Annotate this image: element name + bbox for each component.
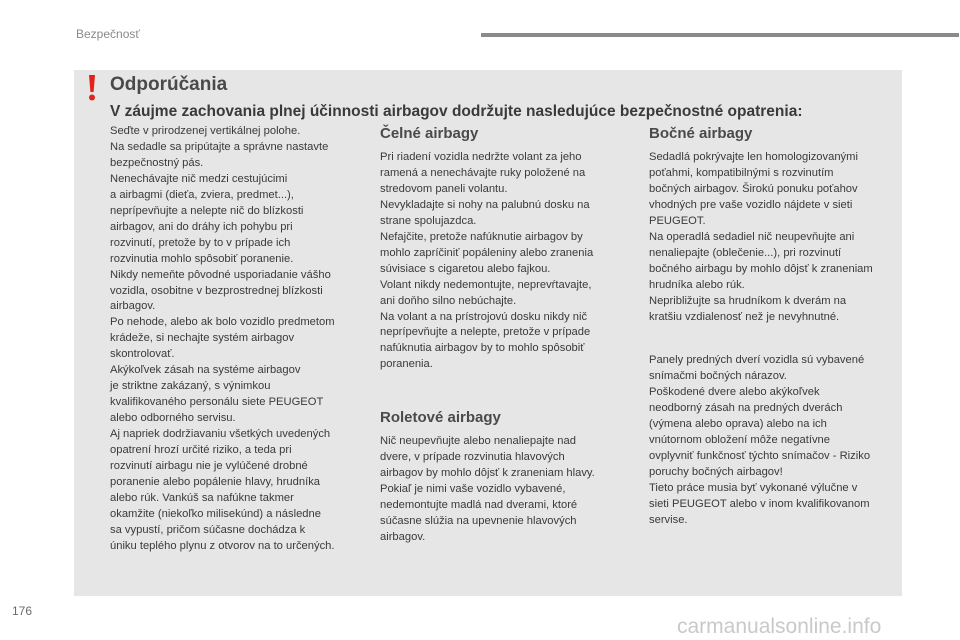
side-airbags-section	[649, 124, 899, 325]
exclamation-icon	[85, 74, 99, 102]
side-airbags-text: Sedadlá pokrývajte len homologizovanými poťahmi, kompatibilnými s rozvinutím bočných airbagov. Širokú ponuku poťahov vhodných pre vaše vozidlo nájdete v sieti PEUGEOT. Na operadlá sedadiel nič neupevňujte ani nenaliepajte (oblečenie...), pri rozvinutí bočného airbagu by mohlo dôjsť k zraneniam hrudníka alebo rúk. Nepribližujte sa hrudníkom k dverám na kratšiu vzdialenosť než je nevyhnutné.	[649, 151, 873, 323]
general-text: Seďte v prirodzenej vertikálnej polohe. Na sedadle sa pripútajte a správne nastavte bezpečnostný pás. Nenechávajte nič medzi cestujúcimi a airbagmi (dieťa, zviera, predmet...), neprípevňujte a nelepte nič do blízkosti airbagov, ani do dráhy ich pohybu pri rozvinutí, pretože by to v prípade ich rozvinutia mohlo spôsobiť poranenie. Nikdy nemeňte pôvodné usporiadanie vášho vozidla, osobitne v bezprostrednej blízkosti airbagov. Po nehode, alebo ak bolo vozidlo predmetom krádeže, si nechajte systém airbagov skontrolovať. Akýkoľvek zásah na systéme airbagov je striktne zakázaný, s výnimkou kvalifikovaného personálu siete PEUGEOT alebo odborného servisu. Aj napriek dodržiavaniu všetkých uvedených opatrení hrozí určité riziko, a teda pri rozvinutí airbagu nie je vylúčené drobné poranenie alebo popálenie hlavy, hrudníka alebo rúk. Vankúš sa nafúkne takmer okamžite (niekoľko milisekúnd) a následne sa vypustí, pričom súčasne dochádza k úniku teplého plynu z otvorov na to určených.	[110, 125, 335, 552]
curtain-airbags-heading: Roletové airbagy	[380, 409, 501, 426]
page-number: 176	[12, 604, 33, 618]
frontal-airbags-section	[380, 124, 642, 373]
section-title: Bezpečnosť	[76, 27, 140, 41]
header-rule	[481, 33, 959, 37]
side-airbags-heading: Bočné airbagy	[649, 125, 753, 142]
curtain-airbags-section	[380, 408, 642, 546]
side-sensors-section	[649, 353, 899, 528]
page-title: Odporúčania	[110, 74, 228, 95]
side-sensors-text: Panely predných dverí vozidla sú vybavené snímačmi bočných nárazov. Poškodené dvere alebo akýkoľvek neodborný zásah na predných dverách (výmena alebo oprava) alebo na ich vnútornom obložení môže negatívne ovplyvniť funkčnosť týchto snímačov - Riziko poruchy bočných airbagov! Tieto práce musia byť vykonané výlučne v sieti PEUGEOT alebo v inom kvalifikovanom servise.	[649, 354, 871, 526]
page-subtitle: V záujme zachovania plnej účinnosti airbagov dodržujte nasledujúce bezpečnostné opatrenia:	[110, 103, 803, 120]
frontal-airbags-heading: Čelné airbagy	[380, 125, 479, 142]
frontal-airbags-text: Pri riadení vozidla nedržte volant za jeho ramená a nenechávajte ruky položené na stredovom paneli volantu. Nevykladajte si nohy na palubnú dosku na strane spolujazdca. Nefajčite, pretože nafúknutie airbagov by mohlo zapríčiniť popáleniny alebo zranenia súvisiace s cigaretou alebo fajkou. Volant nikdy nedemontujte, neprevŕtavajte, ani doňho silno nebúchajte. Na volant a na prístrojovú dosku nikdy nič neprípevňujte a nelepte, pretože v prípade nafúknutia airbagov by to mohlo spôsobiť poranenia.	[380, 151, 594, 371]
curtain-airbags-text: Nič neupevňujte alebo nenaliepajte nad dvere, v prípade rozvinutia hlavových airbagov by mohlo dôjsť k zraneniam hlavy. Pokiaľ je nimi vaše vozidlo vybavené, nedemontujte madlá nad dverami, ktoré súčasne slúžia na upevnenie hlavových airbagov.	[380, 435, 595, 543]
general-recommendations	[110, 124, 372, 555]
watermark: carmanualsonline.info	[677, 615, 882, 638]
